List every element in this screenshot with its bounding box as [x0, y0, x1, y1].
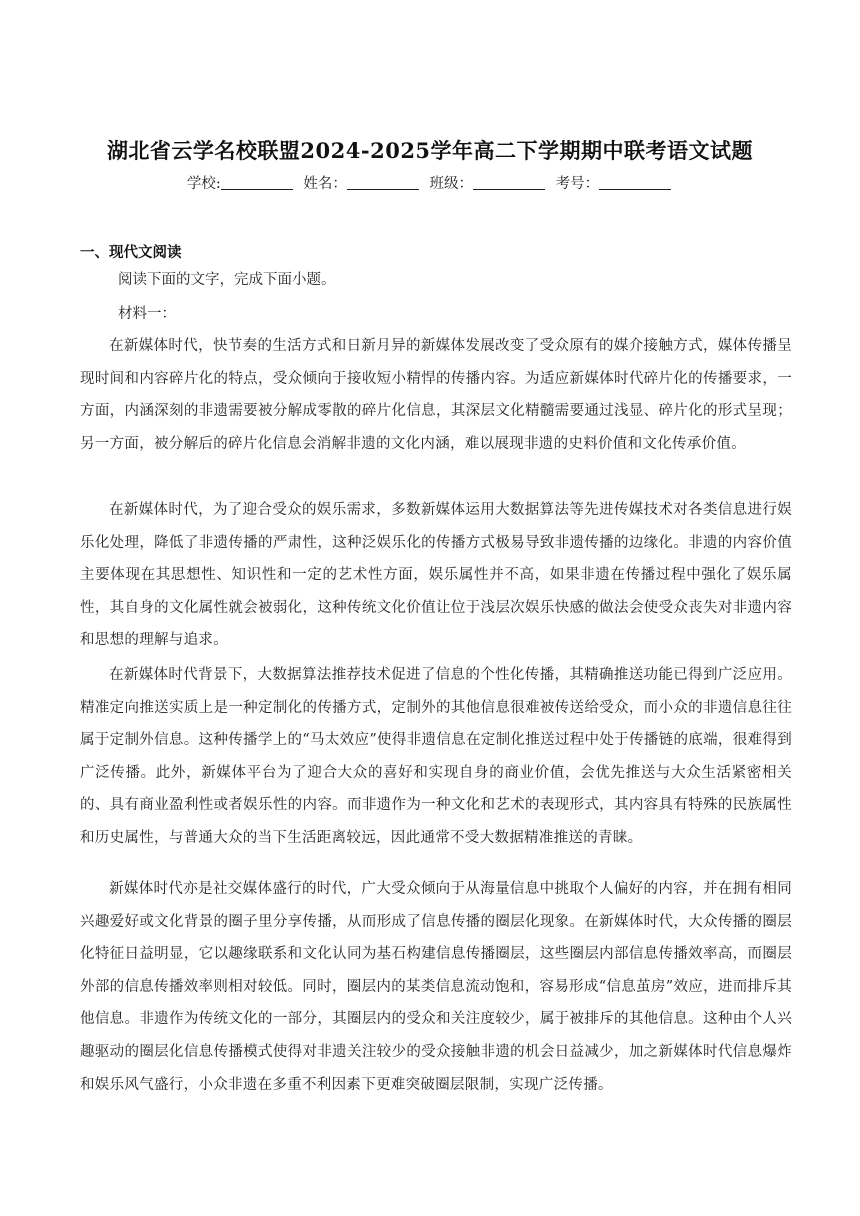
school-label: 学校: [186, 176, 221, 192]
exam-number-field [556, 172, 674, 193]
paragraph-4: 新媒体时代亦是社交媒体盛行的时代，广大受众倾向于从海量信息中挑取个人偏好的内容，并在拥有相同兴趣爱好或文化背景的圈子里分享传播，从而形成了信息传播的圈层化现象。在新媒体时代，大众传播的圈层化特征日益明显，它以趣缘联系和文化认同为基石构建信息传播圈层，这些圈层内部信息传播效率高，而圈层外部的信息传播效率则相对较低。同时，圈层内的某类信息流动饱和，容易形成“信息茧房”效应，进而排斥其他信息。非遗作为传统文化的一部分，其圈层内的受众和关注度较少，属于被排斥的其他信息。这种由个人兴趣驱动的圈层化信息传播模式使得对非遗关注较少的受众接触非遗的机会日益减少，加之新媒体时代信息爆炸和娱乐风气盛行，小众非遗在多重不利因素下更难突破圈层限制，实现广泛传播。 [80, 881, 792, 1093]
paragraph-2: 在新媒体时代，为了迎合受众的娱乐需求，多数新媒体运用大数据算法等先进传媒技术对各类信息进行娱乐化处理，降低了非遗传播的严肃性，这种泛娱乐化的传播方式极易导致非遗传播的边缘化。非遗的内容价值主要体现在其思想性、知识性和一定的艺术性方面，娱乐属性并不高，如果非遗在传播过程中强化了娱乐属性，其自身的文化属性就会被弱化，这种传统文化价值让位于浅层次娱乐快感的做法会使受众丧失对非遗内容和思想的理解与追求。 [80, 502, 792, 649]
name-blank [347, 175, 419, 190]
school-blank [221, 175, 293, 190]
school-field [187, 172, 295, 193]
exam-number-label: 考号： [555, 176, 600, 192]
reading-instruction: 阅读下面的文字，完成下面小题。 [118, 272, 336, 288]
name-label: 姓名： [303, 176, 347, 192]
class-label: 班级： [429, 176, 473, 192]
section-heading: 一、现代文阅读 [80, 245, 182, 261]
class-field [430, 172, 548, 193]
class-blank [473, 175, 545, 190]
paragraph-1: 在新媒体时代，快节奏的生活方式和日新月异的新媒体发展改变了受众原有的媒介接触方式，媒体传播呈现时间和内容碎片化的特点，受众倾向于接收短小精悍的传播内容。为适应新媒体时代碎片化的传播要求，一方面，内涵深刻的非遗需要被分解成零散的碎片化信息，其深层文化精髓需要通过浅显、碎片化的形式呈现；另一方面，被分解后的碎片化信息会消解非遗的文化内涵，难以展现非遗的史料价值和文化传承价值。 [80, 338, 792, 452]
student-info-line [0, 172, 860, 193]
paragraph-3: 在新媒体时代背景下，大数据算法推荐技术促进了信息的个性化传播，其精确推送功能已得到广泛应用。精准定向推送实质上是一种定制化的传播方式，定制外的其他信息很难被传送给受众，而小众的非遗信息往往属于定制外信息。这种传播学上的“马太效应”使得非遗信息在定制化推送过程中处于传播链的底端，很难得到广泛传播。此外，新媒体平台为了迎合大众的喜好和实现自身的商业价值，会优先推送与大众生活紧密相关的、具有商业盈利性或者娱乐性的内容。而非遗作为一种文化和艺术的表现形式，其内容具有特殊的民族属性和历史属性，与普通大众的当下生活距离较远，因此通常不受大数据精准推送的青睐。 [80, 667, 792, 846]
material-label: 材料一： [118, 306, 176, 322]
name-field [303, 172, 421, 193]
exam-number-blank [599, 175, 671, 190]
page-title: 湖北省云学名校联盟2024-2025学年高二下学期期中联考语文试题 [106, 138, 754, 163]
